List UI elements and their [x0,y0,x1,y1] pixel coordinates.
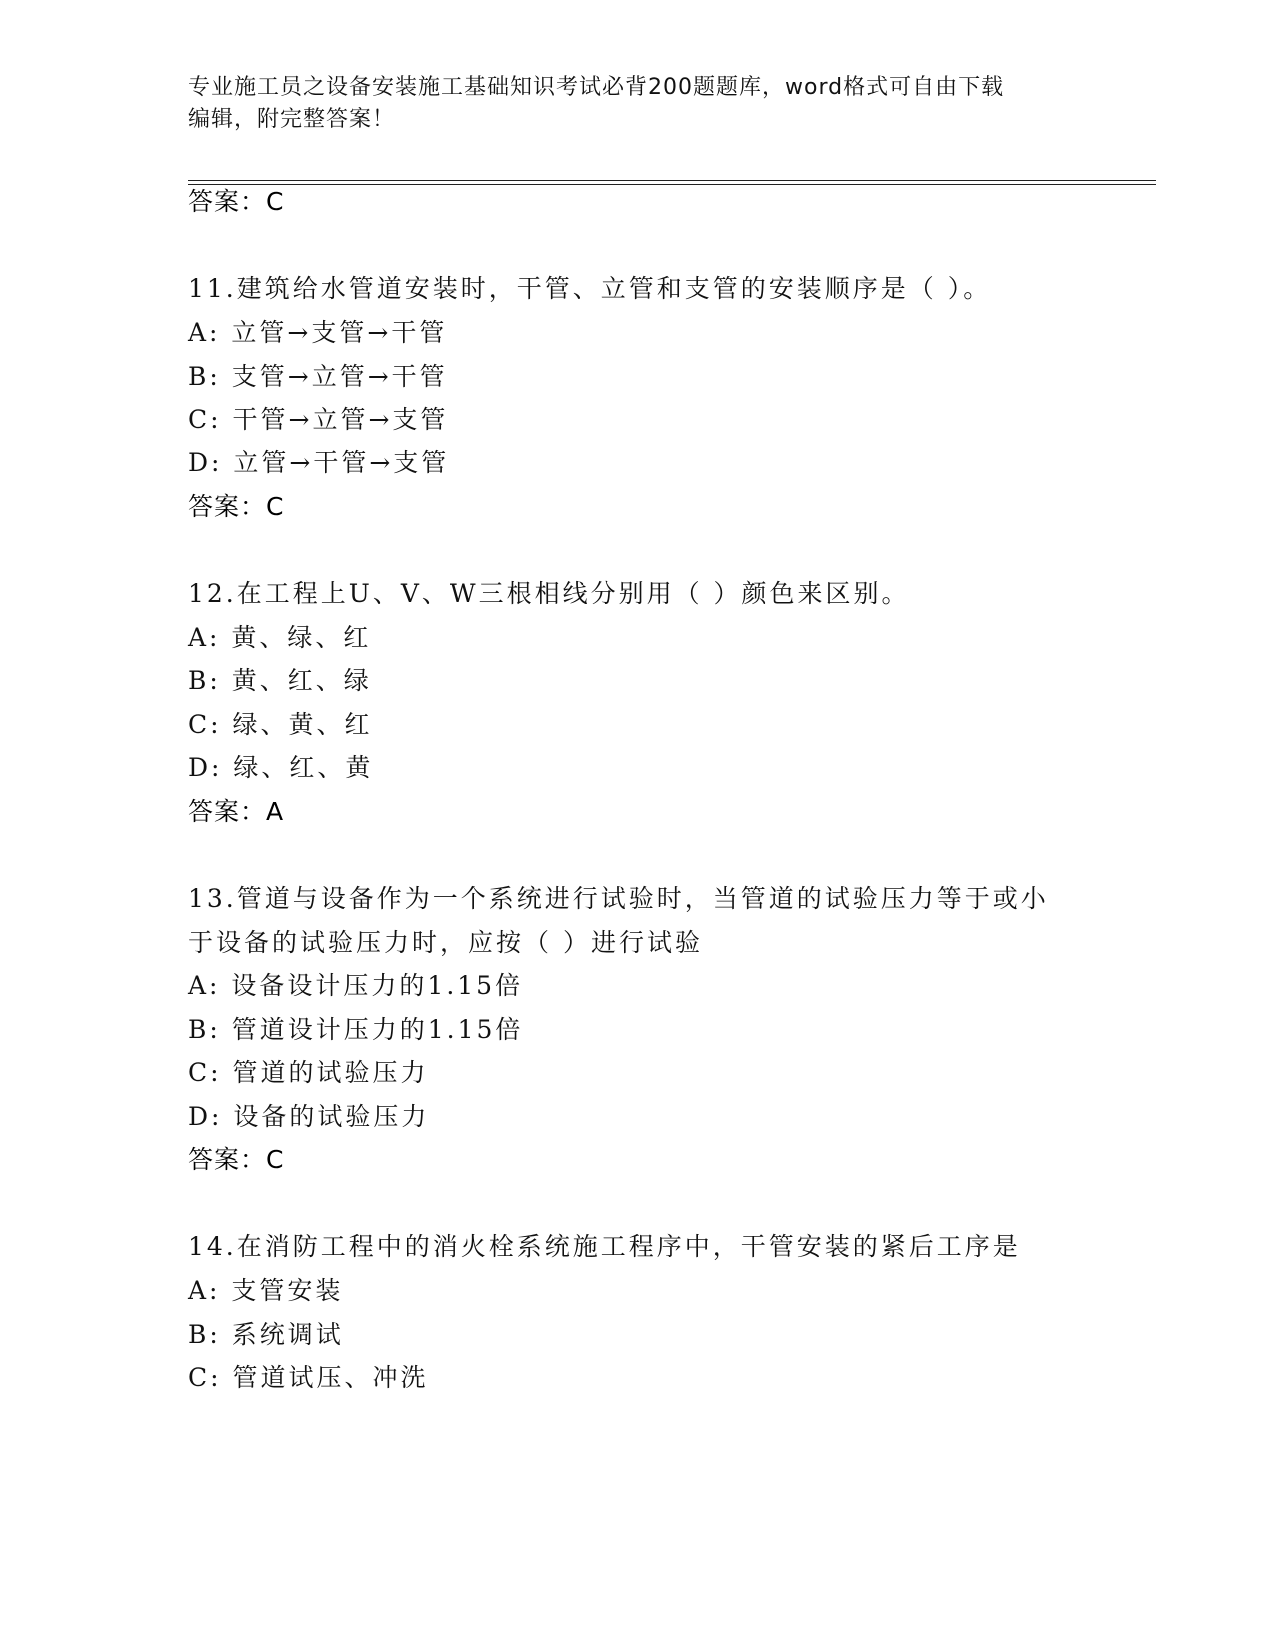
option-d: D: 绿、红、黄 [188,753,374,782]
question-stem: 14.在消防工程中的消火栓系统施工程序中，干管安装的紧后工序是 [188,1232,1021,1261]
option-b: B: 系统调试 [188,1320,344,1349]
previous-answer: 答案：C [188,187,285,216]
header-rule-bottom [188,184,1156,185]
question-stem-line2: 于设备的试验压力时，应按（ ）进行试验 [188,928,703,957]
answer: 答案：C [188,492,285,521]
header-rule-top [188,180,1156,181]
option-c: C: 干管→立管→支管 [188,405,449,434]
option-c: C: 绿、黄、红 [188,710,373,739]
option-b: B: 支管→立管→干管 [188,362,448,391]
option-b: B: 黄、红、绿 [188,666,372,695]
option-a: A: 黄、绿、红 [188,623,372,652]
option-a: A: 立管→支管→干管 [188,318,448,347]
option-b: B: 管道设计压力的1.15倍 [188,1015,524,1044]
option-c: C: 管道的试验压力 [188,1058,429,1087]
answer: 答案：A [188,797,285,826]
option-c: C: 管道试压、冲洗 [188,1363,429,1392]
question-stem: 11.建筑给水管道安装时，干管、立管和支管的安装顺序是（ ）。 [188,274,992,303]
document-header [188,72,1088,136]
header-title-line1: 专业施工员之设备安装施工基础知识考试必背200题题库，word格式可自由下载 [188,75,1005,100]
answer: 答案：C [188,1145,285,1174]
option-d: D: 设备的试验压力 [188,1102,430,1131]
header-title-line2: 编辑，附完整答案！ [188,107,396,132]
question-stem: 12.在工程上U、V、W三根相线分别用（ ）颜色来区别。 [188,579,910,608]
question-stem-line1: 13.管道与设备作为一个系统进行试验时，当管道的试验压力等于或小 [188,884,1049,913]
option-a: A: 设备设计压力的1.15倍 [188,971,524,1000]
option-a: A: 支管安装 [188,1276,344,1305]
option-d: D: 立管→干管→支管 [188,448,450,477]
